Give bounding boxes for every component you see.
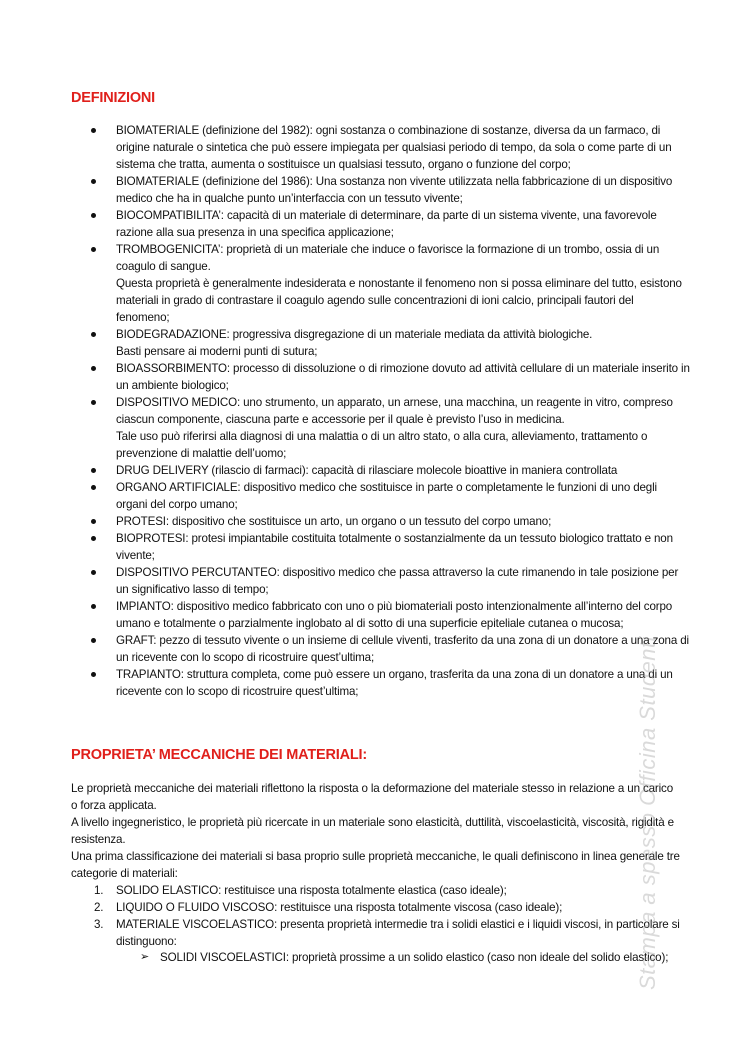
arrowhead-bullet-icon: ➢ (140, 951, 150, 963)
list-item: TROMBOGENICITA’: proprietà di un materiale che induce o favorisce la formazione di un trombo, ossia di un coagulo di sangue. Questa proprietà è generalmente indesiderata e nonostante il fenomeno non si possa eliminare del tutto, esistono materiali in grado di contrastare il coagulo agendo sulle concentrazioni di ioni calcio, principali fautori del fenomeno; (0, 241, 690, 326)
bullet-icon (91, 604, 96, 609)
list-item: DRUG DELIVERY (rilascio di farmaci): capacità di rilasciare molecole bioattive in maniera controllata (0, 462, 690, 479)
list-number: 3. (94, 918, 104, 931)
bullet-icon (91, 485, 96, 490)
bullet-icon (91, 468, 96, 473)
bullet-icon (91, 366, 96, 371)
list-item: 3. MATERIALE VISCOELASTICO: presenta proprietà intermedie tra i solidi elastici e i liquidi viscosi, in particolare si distinguono: (94, 918, 680, 948)
list-number: 1. (94, 884, 104, 897)
bullet-icon (91, 638, 96, 643)
list-item: ORGANO ARTIFICIALE: dispositivo medico che sostituisce in parte o completamente le funzioni di uno degli organi del corpo umano; (0, 479, 690, 513)
section-heading-proprieta-meccaniche: PROPRIETA’ MECCANICHE DEI MATERIALI: (71, 747, 367, 763)
list-item: BIOPROTESI: protesi impiantabile costituita totalmente o sostanzialmente da un tessuto biologico trattato e non vivente; (0, 530, 690, 564)
bullet-icon (91, 400, 96, 405)
list-item: DISPOSITIVO PERCUTANTEO: dispositivo medico che passa attraverso la cute rimanendo in tale posizione per un significativo lasso di tempo; (0, 564, 690, 598)
bullet-icon (91, 519, 96, 524)
material-categories-list (0, 882, 690, 950)
bullet-icon (91, 213, 96, 218)
bullet-icon (91, 128, 96, 133)
list-item: BIOMATERIALE (definizione del 1982): ogni sostanza o combinazione di sostanze, diversa da un farmaco, di origine naturale o sintetica che può essere impiegata per qualsiasi periodo di tempo, da sola o come parte di un sistema che tratta, aumenta o sostituisce un qualsiasi tessuto, organo o funzione del corpo; (0, 122, 690, 173)
definitions-list (0, 122, 690, 700)
paragraph: Una prima classificazione dei materiali si basa proprio sulle proprietà meccaniche, le quali definiscono in linea generale tre categorie di materiali: (71, 850, 680, 880)
list-item: 2. LIQUIDO O FLUIDO VISCOSO: restituisce una risposta totalmente viscosa (caso ideale); (94, 901, 563, 914)
list-item: DISPOSITIVO MEDICO: uno strumento, un apparato, un arnese, una macchina, un reagente in vitro, compreso ciascun componente, ciascuna parte e accessorie per il quale è previsto l’uso in medicina. Tale uso può riferirsi alla diagnosi di una malattia o di un altro stato, o alla cura, alleviamento, trattamento o prevenzione di malattie dell’uomo; (0, 394, 690, 462)
bullet-icon (91, 247, 96, 252)
bullet-icon (91, 570, 96, 575)
list-item: 1. SOLIDO ELASTICO: restituisce una risposta totalmente elastica (caso ideale); (94, 884, 507, 897)
section-heading-definizioni: DEFINIZIONI (71, 90, 155, 106)
bullet-icon (91, 179, 96, 184)
list-item: PROTESI: dispositivo che sostituisce un arto, un organo o un tessuto del corpo umano; (0, 513, 690, 530)
list-item: IMPIANTO: dispositivo medico fabbricato con uno o più biomateriali posto intenzionalmente all’interno del corpo umano e totalmente o parzialmente inglobato al di sotto di una superficie epiteliale cutanea o mucosa; (0, 598, 690, 632)
list-item: BIOASSORBIMENTO: processo di dissoluzione o di rimozione dovuto ad attività cellulare di un materiale inserito in un ambiente biologico; (0, 360, 690, 394)
bullet-icon (91, 672, 96, 677)
list-item: BIODEGRADAZIONE: progressiva disgregazione di un materiale mediata da attività biologiche. Basti pensare ai moderni punti di sutura; (0, 326, 690, 360)
bullet-icon (91, 332, 96, 337)
bullet-icon (91, 536, 96, 541)
intro-paragraphs (71, 780, 681, 882)
list-number: 2. (94, 901, 104, 914)
sub-list-item: ➢ SOLIDI VISCOELASTICI: proprietà prossime a un solido elastico (caso non ideale del solido elastico); (140, 951, 669, 964)
watermark: Stampa a spesso Officina Studenti (635, 635, 660, 990)
list-item: BIOMATERIALE (definizione del 1986): Una sostanza non vivente utilizzata nella fabbricazione di un dispositivo medico che ha in qualche punto un’interfaccia con un tessuto vivente; (0, 173, 690, 207)
list-item: BIOCOMPATIBILITA’: capacità di un materiale di determinare, da parte di un sistema vivente, una favorevole razione alla sua presenza in una specifica applicazione; (0, 207, 690, 241)
list-item: TRAPIANTO: struttura completa, come può essere un organo, trasferita da una zona di un donatore a una di un ricevente con lo scopo di ricostruire quest’ultima; (0, 666, 690, 700)
paragraph: Le proprietà meccaniche dei materiali riflettono la risposta o la deformazione del materiale stesso in relazione a un carico o forza applicata. (71, 782, 673, 812)
list-item: GRAFT: pezzo di tessuto vivente o un insieme di cellule viventi, trasferito da una zona di un donatore a una zona di un ricevente con lo scopo di ricostruire quest’ultima; (0, 632, 690, 666)
paragraph: A livello ingegneristico, le proprietà più ricercate in un materiale sono elasticità, duttilità, viscoelasticità, viscosità, rigidità e resistenza. (71, 816, 674, 846)
